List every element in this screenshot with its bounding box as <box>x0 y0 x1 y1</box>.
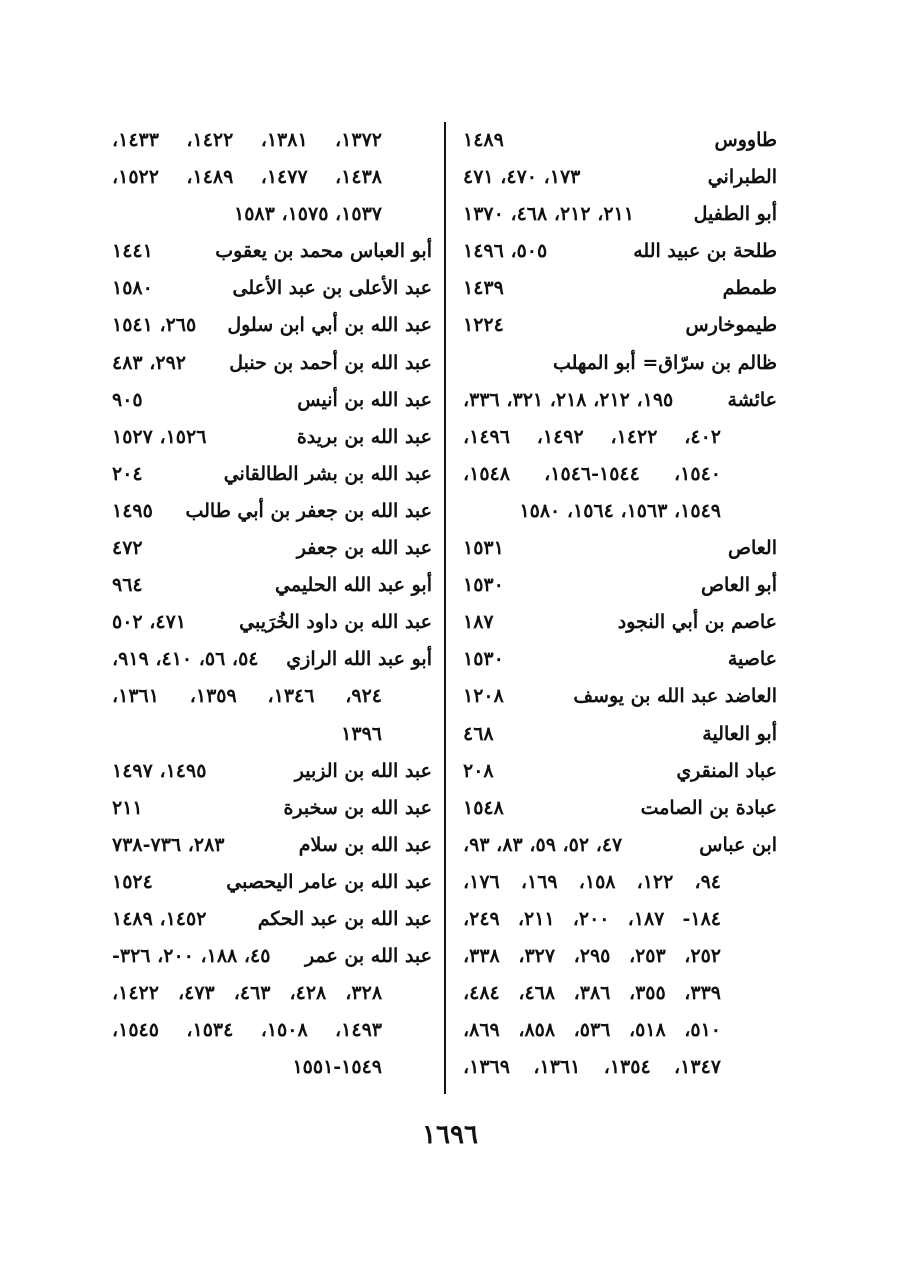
index-entry-continuation <box>463 456 777 493</box>
entry-page-refs: ١٣٧٢، ١٣٨١، ١٤٢٢، ١٤٣٣، <box>112 129 382 151</box>
entry-page-refs: ١٥٢٦، ١٥٢٧ <box>112 425 207 448</box>
entry-name: عبد الأعلى بن عبد الأعلى <box>232 277 432 300</box>
entry-name: العاضد عبد الله بن يوسف <box>573 685 777 708</box>
entry-name: طمطم <box>722 277 777 300</box>
entry-page-refs: ٤٧١، ٥٠٢ <box>112 611 186 634</box>
index-entry <box>112 345 432 382</box>
index-entry <box>463 196 777 233</box>
index-entry <box>112 456 432 493</box>
index-entry-continuation <box>112 678 432 715</box>
entry-page-refs: ١٤٤١ <box>112 240 153 263</box>
entry-name: أبو عبد الله الرازي <box>286 648 432 671</box>
entry-page-refs: ١٥٤٩، ١٥٦٣، ١٥٦٤، ١٥٨٠ <box>519 499 721 522</box>
index-entry-continuation <box>463 864 777 901</box>
entry-name: عبد الله بن أحمد بن حنبل <box>229 351 432 374</box>
entry-page-refs: ١٩٥، ٢١٢، ٢١٨، ٣٢١، ٣٣٦، <box>463 388 674 411</box>
entry-page-refs: ١٢٢٤ <box>463 314 504 337</box>
entry-page-refs: ٩٤، ١٢٢، ١٥٨، ١٦٩، ١٧٦، <box>463 870 721 893</box>
entry-name: طاووس <box>714 129 777 151</box>
index-entry-continuation <box>463 419 777 456</box>
entry-page-refs: ١٥٣٠ <box>463 648 504 671</box>
entry-page-refs: ١٨٤- ١٨٧، ٢٠٠، ٢١١، ٢٤٩، <box>463 907 722 930</box>
entry-page-refs: ١٤٩٥ <box>112 499 153 522</box>
entry-name: عبد الله بن أنيس <box>297 388 432 411</box>
index-entry-continuation <box>463 1012 777 1049</box>
index-entry <box>112 753 432 790</box>
index-entry <box>112 382 432 419</box>
entry-page-refs: ١٤٣٨، ١٤٧٧، ١٤٨٩، ١٥٢٢، <box>112 166 382 189</box>
index-entry-continuation <box>463 493 777 530</box>
entry-page-refs: ١٣٤٧، ١٣٥٤، ١٣٦١، ١٣٦٩، <box>463 1056 721 1079</box>
entry-name: عبد الله بن عامر اليحصبي <box>226 870 432 893</box>
index-entry-continuation <box>112 1012 432 1049</box>
index-entry-continuation <box>463 938 777 975</box>
entry-page-refs: ٤٧٢ <box>112 537 143 560</box>
entry-page-refs: ١٧٣، ٤٧٠، ٤٧١ <box>463 166 581 189</box>
entry-name: طلحة بن عبيد الله <box>633 240 777 263</box>
entry-page-refs: ٢٠٤ <box>112 462 143 485</box>
entry-page-refs: ١٤٩٣، ١٥٠٨، ١٥٣٤، ١٥٤٥، <box>112 1019 382 1042</box>
entry-name: أبو الطفيل <box>693 203 777 226</box>
index-entry <box>112 567 432 604</box>
index-entry-continuation <box>112 1049 432 1086</box>
entry-name: عبادة بن الصامت <box>640 796 777 819</box>
entry-page-refs: ٢١١، ٢١٢، ٤٦٨، ١٣٧٠ <box>463 203 634 226</box>
entry-name: عبد الله بن الزبير <box>294 759 432 782</box>
entry-page-refs: ٢٠٨ <box>463 759 494 782</box>
index-entry <box>463 827 777 864</box>
index-entry <box>463 530 777 567</box>
index-entry <box>112 493 432 530</box>
entry-page-refs: ٩٠٥ <box>112 388 143 411</box>
index-entry <box>112 901 432 938</box>
entry-name: عبد الله بن بريدة <box>296 425 432 448</box>
index-entry <box>463 270 777 307</box>
index-entry <box>112 641 432 678</box>
index-entry <box>112 790 432 827</box>
entry-name: عبد الله بن جعفر بن أبي طالب <box>185 499 432 522</box>
index-entry-continuation <box>463 1049 777 1086</box>
entry-name: عاصية <box>727 648 777 671</box>
entry-page-refs: ١٤٣٩ <box>463 277 504 300</box>
entry-name: عبد الله بن جعفر <box>296 537 432 560</box>
index-entry-continuation <box>112 159 432 196</box>
index-entry <box>463 678 777 715</box>
entry-name: عبد الله بن سلام <box>298 833 432 856</box>
entry-name: عائشة <box>727 388 777 411</box>
entry-name: عبد الله بن أبي ابن سلول <box>227 314 432 337</box>
index-entry <box>463 345 777 382</box>
entry-name: عبد الله بن عمر <box>305 945 432 968</box>
index-entry <box>112 604 432 641</box>
entry-page-refs: ٢٥٢، ٢٥٣، ٢٩٥، ٣٢٧، ٣٣٨، <box>463 945 722 968</box>
entry-page-refs: ١٥٢٤ <box>112 870 153 893</box>
index-entry <box>463 567 777 604</box>
index-entry <box>463 753 777 790</box>
entry-name: عبد الله بن داود الخُرَيبي <box>239 611 432 634</box>
entry-page-refs: ١٤٥٢، ١٤٨٩ <box>112 907 207 930</box>
entry-page-refs: ٤٥، ١٨٨، ٢٠٠، ٣٢٦- <box>112 945 271 968</box>
index-entry <box>112 307 432 344</box>
entry-name: أبو العالية <box>702 722 777 745</box>
entry-page-refs: ٤٦٨ <box>463 722 494 745</box>
entry-page-refs: ١٥٤٩-١٥٥١ <box>292 1056 382 1079</box>
entry-page-refs: ٥١٠، ٥١٨، ٥٣٦، ٨٥٨، ٨٦٩، <box>463 1019 722 1042</box>
entry-page-refs: ١٣٩٦ <box>341 722 382 745</box>
entry-name: أبو عبد الله الحليمي <box>275 574 432 597</box>
entry-name: عبد الله بن سخبرة <box>283 796 432 819</box>
index-column-left <box>112 122 432 1086</box>
entry-name: عبد الله بن بشر الطالقاني <box>223 462 432 485</box>
entry-name: أبو العاص <box>701 574 777 597</box>
index-entry <box>112 530 432 567</box>
entry-name: عاصم بن أبي النجود <box>617 611 777 634</box>
index-entry <box>463 307 777 344</box>
index-entry <box>112 827 432 864</box>
index-entry <box>112 419 432 456</box>
entry-page-refs: ٣٣٩، ٣٥٥، ٣٨٦، ٤٦٨، ٤٨٤، <box>463 982 722 1005</box>
entry-page-refs: ٤٧، ٥٢، ٥٩، ٨٣، ٩٣، <box>463 833 623 856</box>
entry-page-refs: ١٥٤٨ <box>463 796 504 819</box>
index-entry <box>463 122 777 159</box>
index-entry <box>463 233 777 270</box>
entry-page-refs: ٢٦٥، ١٥٤١ <box>112 314 197 337</box>
index-entry-continuation <box>112 122 432 159</box>
index-entry-continuation <box>112 716 432 753</box>
entry-page-refs: ٢٩٢، ٤٨٣ <box>112 351 186 374</box>
index-entry <box>463 604 777 641</box>
entry-name: العاص <box>728 537 777 560</box>
entry-page-refs: ٢٨٣، ٧٣٦-٧٣٨ <box>112 833 225 856</box>
index-entry <box>112 270 432 307</box>
index-entry-continuation <box>463 901 777 938</box>
entry-name: الطبراني <box>707 166 777 189</box>
entry-page-refs: ١٨٧ <box>463 611 494 634</box>
entry-page-refs: ٥٠٥، ١٤٩٦ <box>463 240 548 263</box>
index-column-right <box>463 122 777 1086</box>
entry-name: عبد الله بن عبد الحكم <box>257 907 432 930</box>
entry-page-refs: ١٤٨٩ <box>463 129 504 151</box>
index-entry <box>112 233 432 270</box>
entry-name: ابن عباس <box>699 833 777 856</box>
entry-page-refs: ٣٢٨، ٤٢٨، ٤٦٣، ٤٧٣، ١٤٢٢، <box>112 982 383 1005</box>
index-entry <box>463 159 777 196</box>
entry-page-refs: ١٥٣١ <box>463 537 504 560</box>
entry-page-refs: ١٥٣٧، ١٥٧٥، ١٥٨٣ <box>234 203 382 226</box>
entry-page-refs: ٩٢٤، ١٣٤٦، ١٣٥٩، ١٣٦١، <box>112 685 383 708</box>
entry-page-refs: ١٤٩٥، ١٤٩٧ <box>112 759 207 782</box>
entry-page-refs: ١٢٠٨ <box>463 685 504 708</box>
entry-page-refs: ١٥٨٠ <box>112 277 153 300</box>
entry-page-refs: ٢١١ <box>112 796 143 819</box>
index-entry-continuation <box>112 975 432 1012</box>
index-entry-continuation <box>112 196 432 233</box>
page-number: ١٦٩٦ <box>422 1120 478 1150</box>
index-entry-continuation <box>463 975 777 1012</box>
entry-name: طيموخارس <box>685 314 777 337</box>
index-entry <box>112 864 432 901</box>
index-entry <box>463 641 777 678</box>
entry-name: أبو العباس محمد بن يعقوب <box>215 240 432 263</box>
column-divider <box>444 122 446 1094</box>
index-entry <box>463 382 777 419</box>
entry-page-refs: ١٥٤٠، ١٥٤٤-١٥٤٦، ١٥٤٨، <box>463 462 721 485</box>
entry-page-refs: ١٥٣٠ <box>463 574 504 597</box>
entry-name: ظالم بن سرّاق= أبو المهلب <box>552 351 777 374</box>
entry-page-refs: ٥٤، ٥٦، ٤١٠، ٩١٩، <box>112 648 259 671</box>
entry-name: عباد المنقري <box>676 759 777 782</box>
entry-page-refs: ٩٦٤ <box>112 574 143 597</box>
entry-page-refs: ٤٠٢، ١٤٢٢، ١٤٩٢، ١٤٩٦، <box>463 425 722 448</box>
index-entry <box>463 716 777 753</box>
index-entry <box>112 938 432 975</box>
index-entry <box>463 790 777 827</box>
